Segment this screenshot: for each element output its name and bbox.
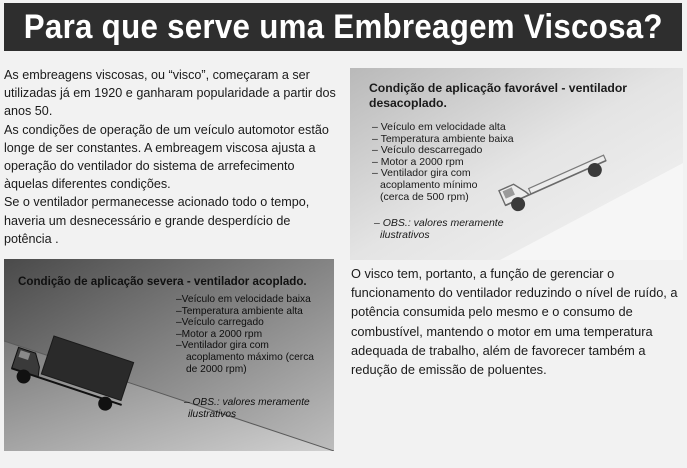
page-title-bar (4, 3, 682, 51)
favorable-obs-note (374, 218, 504, 241)
obs-line: – OBS.: valores meramente (374, 217, 504, 229)
intro-paragraph: As embreagens viscosas, ou “visco”, começaram a ser utilizadas já em 1920 e ganharam popularidade a partir dos anos 50. (4, 68, 336, 119)
conclusion-paragraph: O visco tem, portanto, a função de gerenciar o funcionamento do ventilador reduzindo o nível de ruído, a potência consumida pelo mesmo e o consumo de combustível, mantendo o motor em uma temperatura adequada de trabalho, além de favorecer também a redução de emissão de poluentes. (351, 266, 678, 378)
favorable-conditions-list (372, 122, 572, 203)
obs-line: ilustrativos (380, 228, 430, 241)
list-item: – Ventilador gira com (372, 167, 471, 180)
severe-conditions-list (176, 294, 331, 375)
intro-text (4, 66, 340, 248)
obs-line: – OBS.: valores meramente (184, 397, 310, 408)
intro-paragraph: Se o ventilador permanecesse acionado todo o tempo, haveria um desnecessário e grande desperdício de potência . (4, 195, 310, 246)
obs-line: ilustrativos (188, 408, 237, 420)
list-item: –Ventilador gira com (176, 340, 269, 352)
list-item: –Veículo em velocidade baixa (176, 294, 311, 305)
favorable-title: Condição de aplicação favorável - ventilador desacoplado. (369, 81, 628, 110)
intro-paragraph: As condições de operação de um veículo automotor estão longe de ser constantes. A embreagem viscosa ajusta a operação do ventilador do sistema de arrefecimento àquelas diferentes condições. (4, 122, 329, 192)
severe-title: Condição de aplicação severa - ventilador acoplado. (18, 275, 307, 288)
list-item: – Temperatura ambiente baixa (372, 132, 514, 145)
list-item: – Veículo descarregado (372, 144, 483, 157)
page-title: Para que serve uma Embreagem Viscosa? (23, 7, 663, 46)
favorable-condition-panel (350, 68, 683, 260)
list-item: –Veículo carregado (176, 317, 264, 329)
list-item: –Temperatura ambiente alta (176, 305, 303, 317)
severe-condition-panel (4, 259, 334, 451)
conclusion-text (351, 264, 685, 379)
list-item: (cerca de 500 rpm) (380, 190, 469, 203)
severe-obs-note (184, 397, 310, 420)
list-item: de 2000 rpm) (186, 363, 247, 375)
list-item: – Veículo em velocidade alta (372, 121, 506, 133)
list-item: – Motor a 2000 rpm (372, 155, 464, 168)
list-item: acoplamento mínimo (380, 178, 478, 191)
list-item: –Motor a 2000 rpm (176, 328, 263, 340)
list-item: acoplamento máximo (cerca (186, 351, 314, 363)
